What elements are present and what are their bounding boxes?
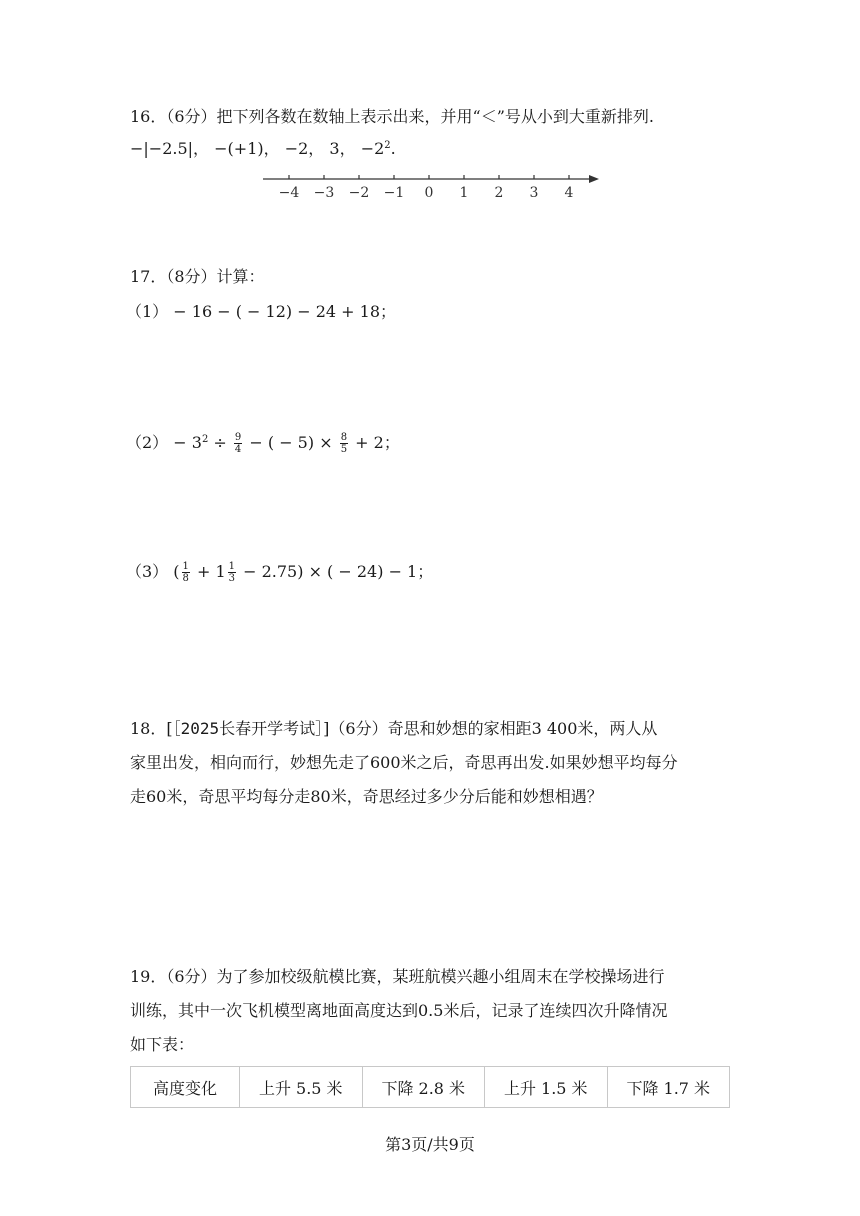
table-row <box>131 1067 730 1108</box>
number-line <box>255 168 605 204</box>
number-line-tick-label: 3 <box>529 185 539 201</box>
number-line-tick-label: 0 <box>424 185 434 201</box>
q17-heading: 17．（8分）计算： <box>130 267 265 286</box>
q16-prompt: 16．（6分）把下列各数在数轴上表示出来，并用“＜”号从小到大重新排列. <box>130 107 654 126</box>
q16-num-5-exponent: 2 <box>384 140 391 151</box>
q18-line-1: 18．[［2025长春开学考试］]（6分）奇思和妙想的家相距3 400米，两人从 <box>130 719 658 738</box>
number-line-tick-label: 1 <box>459 185 469 201</box>
fraction-9-4: $\frac{9}{4}$ <box>234 432 242 455</box>
q16-numbers <box>130 138 396 160</box>
q16-num-1: −|−2.5|， <box>130 139 210 158</box>
fraction-1-3: $\frac{1}{3}$ <box>228 561 236 584</box>
q19-line-2: 训练，其中一次飞机模型离地面高度达到0.5米后，记录了连续四次升降情况 <box>130 1001 668 1020</box>
q17-part-3: （3） ( $\frac{1}{8}$ + 1 $\frac{1}{3}$ − 2.75) × ( − 24) − 1； <box>126 561 434 584</box>
q18-line-2: 家里出发，相向而行，妙想先走了600米之后，奇思再出发.如果妙想平均每分 <box>130 753 678 772</box>
number-line-tick-label: −1 <box>383 185 405 201</box>
number-line-tick-label: 4 <box>564 185 574 201</box>
number-line-tick-label: 2 <box>494 185 504 201</box>
number-line-tick-label: −3 <box>313 185 335 201</box>
number-line-tick-label: −2 <box>348 185 370 201</box>
q16-num-3: −2， <box>284 139 325 158</box>
q16-period: . <box>390 139 396 158</box>
fraction-8-5: $\frac{8}{5}$ <box>340 432 348 455</box>
table-cell: 下降 2.8 米 <box>362 1067 485 1108</box>
q19-line-1: 19．（6分）为了参加校级航模比赛，某班航模兴趣小组周末在学校操场进行 <box>130 967 665 986</box>
q16-num-5: −2 <box>360 139 385 158</box>
q18-line-3: 走60米，奇思平均每分走80米，奇思经过多少分后能和妙想相遇？ <box>130 787 603 806</box>
table-cell: 上升 5.5 米 <box>240 1067 363 1108</box>
q16-num-4: 3， <box>329 139 356 158</box>
q16-num-2: −(+1)， <box>214 139 280 158</box>
q18-source-tag: ［2025长春开学考试］ <box>172 719 324 738</box>
table-cell: 上升 1.5 米 <box>485 1067 608 1108</box>
number-line-tick-label: −4 <box>278 185 300 201</box>
table-cell: 下降 1.7 米 <box>607 1067 730 1108</box>
q17-part-1: （1） − 16 − ( − 12) − 24 + 18； <box>126 302 396 321</box>
height-change-table <box>130 1066 730 1108</box>
table-header-cell: 高度变化 <box>131 1067 240 1108</box>
q17-part-2: $(2) - 3^2$ ÷ $\frac{9}{4}$ − ( − 5) × $\frac{8}{5}$ + 2； <box>126 432 400 455</box>
page-footer: 第3页/共9页 <box>385 1135 475 1154</box>
number-line-arrow-icon <box>589 175 599 183</box>
fraction-1-8: $\frac{1}{8}$ <box>182 561 189 584</box>
q19-line-3: 如下表： <box>130 1035 195 1054</box>
